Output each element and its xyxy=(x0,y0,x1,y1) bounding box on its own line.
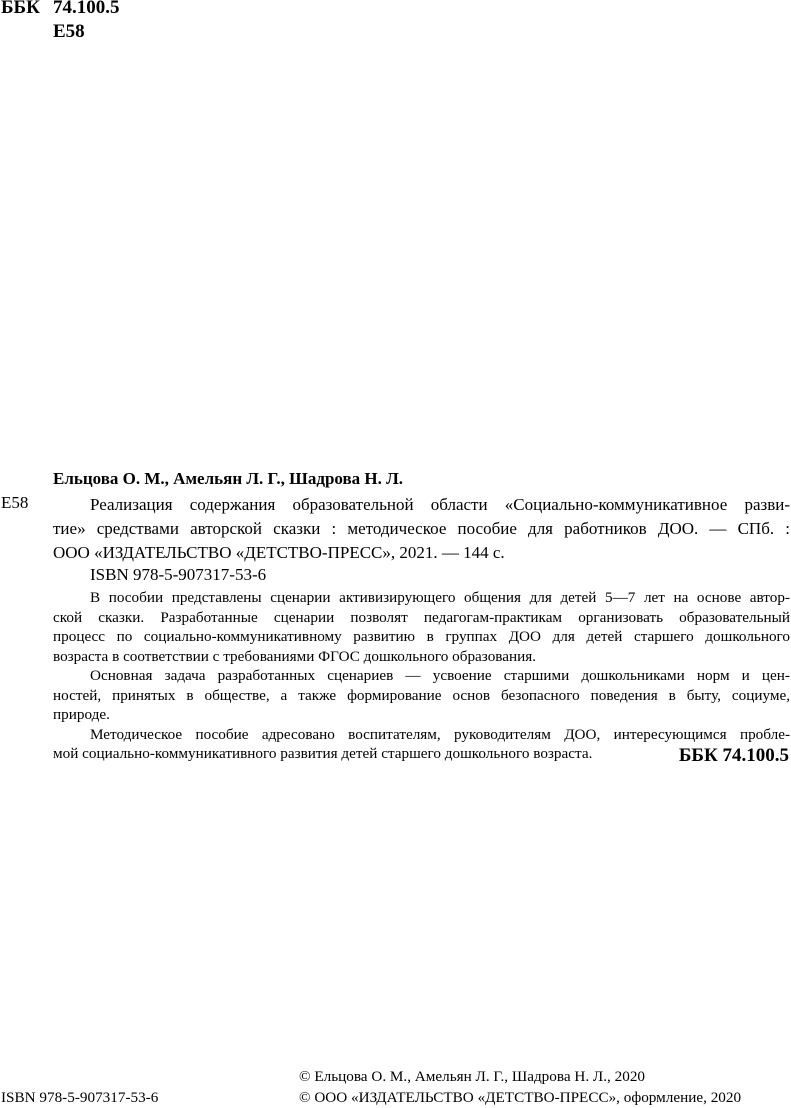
annotation-line: мой социально-коммуникативного развития детей старшего дошкольного возраста. xyxy=(53,745,593,762)
card-author-sign: Е58 xyxy=(1,493,29,512)
footer-isbn: ISBN 978-5-907317-53-6 xyxy=(1,1089,159,1106)
authors-heading: Ельцова О. М., Амельян Л. Г., Шадрова Н. Л. xyxy=(53,469,404,488)
annotation-line: возраста в соответствии с требованиями ФГОС дошкольного образования. xyxy=(53,647,537,665)
copyright-publisher: © ООО «ИЗДАТЕЛЬСТВО «ДЕТСТВО-ПРЕСС», оформление, 2020 xyxy=(299,1089,742,1106)
annotation xyxy=(53,588,790,764)
annotation-line: ской сказки. Разработанные сценарии позволят педагогам-практикам организовать образовательный xyxy=(53,608,790,626)
description-line: ООО «ИЗДАТЕЛЬСТВО «ДЕТСТВО-ПРЕСС», 2021. — 144 с. xyxy=(53,543,505,562)
annotation-line: Основная задача разработанных сценариев — усвоение старшими дошкольниками норм и цен- xyxy=(90,667,790,684)
annotation-line: В пособии представлены сценарии активизирующего общения для детей 5—7 лет на основе автор- xyxy=(90,589,790,606)
bibliographic-description xyxy=(53,493,790,565)
card-isbn: ISBN 978-5-907317-53-6 xyxy=(90,565,267,584)
bottom-bbk-code: ББК 74.100.5 xyxy=(678,745,789,766)
description-line: тие» средствами авторской сказки : методическое пособие для работников ДОО. — СПб. : xyxy=(53,519,790,538)
bbk-code: 74.100.5 xyxy=(53,0,120,18)
bbk-label: ББК xyxy=(1,0,40,18)
annotation-line: Методическое пособие адресовано воспитателям, руководителям ДОО, интересующимся пробле- xyxy=(90,725,790,743)
description-line: Реализация содержания образовательной области «Социально-коммуникативное разви- xyxy=(90,495,790,514)
annotation-line: процесс по социально-коммуникативному развитию в группах ДОО для детей старшего дошкольного xyxy=(53,628,790,645)
author-sign: Е58 xyxy=(53,21,85,42)
copyright-authors: © Ельцова О. М., Амельян Л. Г., Шадрова Н. Л., 2020 xyxy=(299,1068,646,1085)
annotation-line: природе. xyxy=(53,706,110,723)
annotation-line: ностей, принятых в обществе, а также формирование основ безопасного поведения в быту, социуме, xyxy=(53,686,790,704)
